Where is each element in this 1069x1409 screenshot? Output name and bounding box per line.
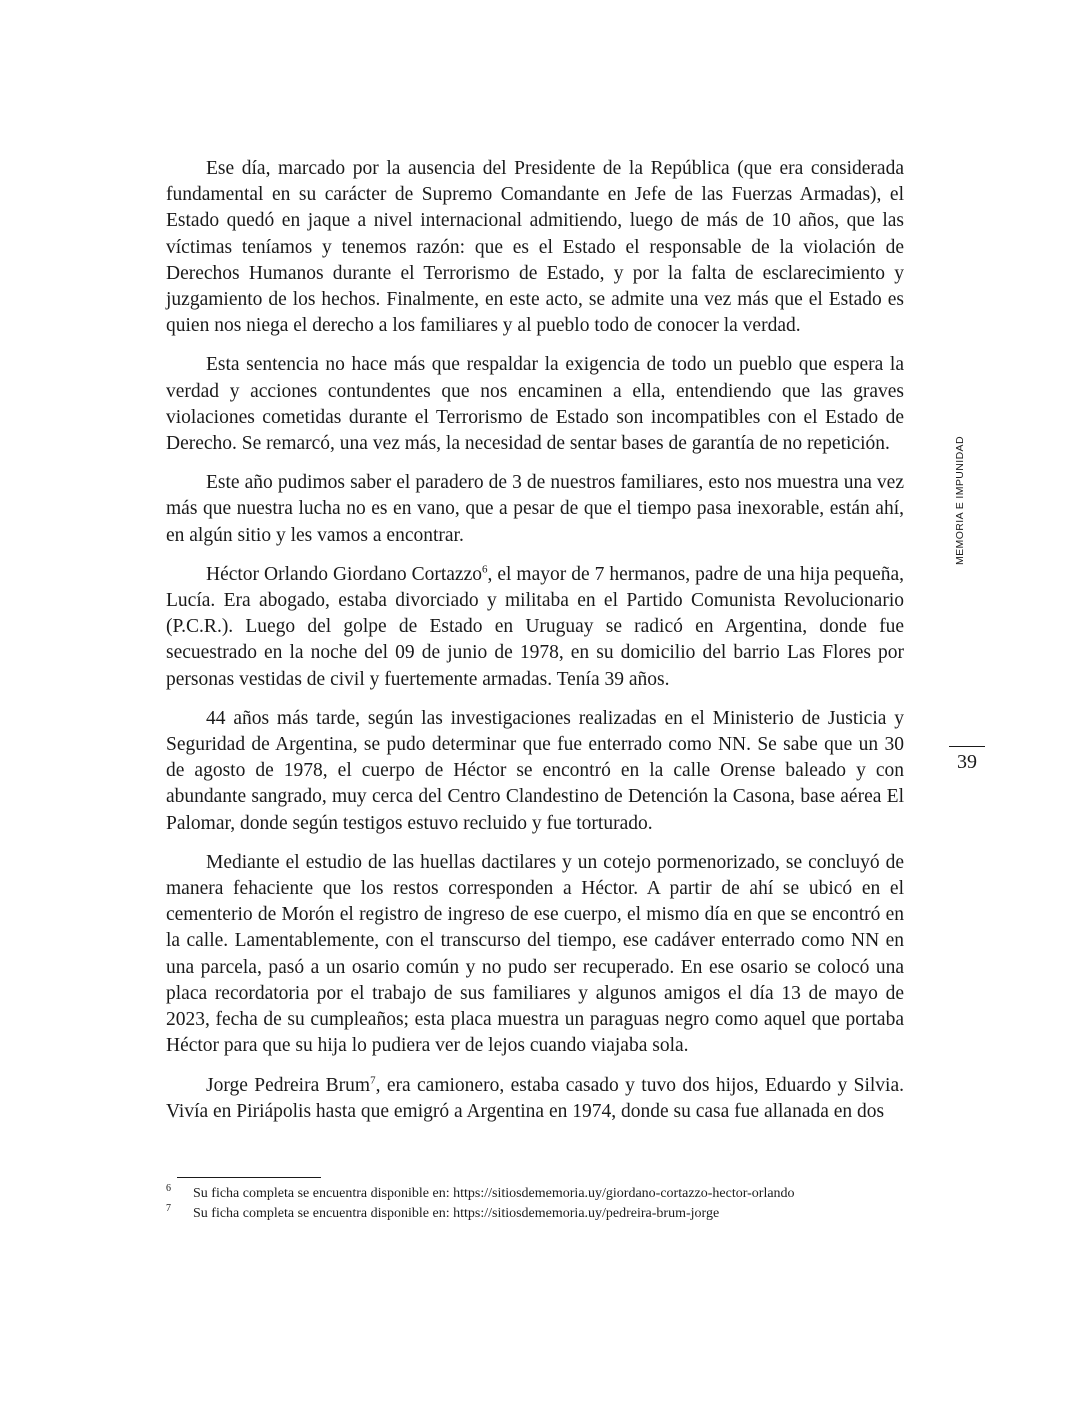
footnote-ref[interactable]: 7 [370, 1074, 376, 1086]
footnote-ref[interactable]: 6 [481, 563, 488, 576]
paragraph [166, 156, 904, 339]
footnotes [166, 1184, 904, 1224]
footnote-link[interactable]: https://sitiosdememoria.uy/giordano-cortazzo-hector-orlando [453, 1186, 795, 1201]
page-number: 39 [957, 751, 977, 773]
paragraph-text: 44 años más tarde, según las investigaciones realizadas en el Ministerio de Justicia y Seguridad de Argentina, se pudo determinar que fue enterrado como NN. Se sabe que un 30 de agosto de 1978, el cuerpo de Héctor se encontró en la calle Orense baleado y con abundante sangrado, muy cerca del Centro Clandestino de Detención la Casona, base aérea El Palomar, donde según testigos estuvo recluido y fue torturado. [166, 707, 904, 834]
footnote-prefix: Su ficha completa se encuentra disponible en: [193, 1206, 454, 1221]
paragraph [166, 470, 904, 549]
footnote-prefix: Su ficha completa se encuentra disponible en: [193, 1186, 454, 1201]
footnote-link[interactable]: https://sitiosdememoria.uy/pedreira-brum-jorge [453, 1206, 720, 1221]
footnote-text [166, 1184, 904, 1204]
paragraph [166, 1073, 904, 1125]
paragraph [166, 850, 904, 1060]
footnote [166, 1184, 904, 1204]
footnote-separator [177, 1177, 321, 1178]
paragraph-lead: Héctor Orlando Giordano Cortazzo [206, 563, 482, 585]
paragraph-text: , era camionero, estaba casado y tuvo dos hijos, Eduardo y Silvia. Vivía en Piriápolis hasta que emigró a Argentina en 1974, donde su casa fue allanada en dos [166, 1074, 904, 1122]
paragraph [166, 706, 904, 837]
paragraph-text: , el mayor de 7 hermanos, padre de una hija pequeña, Lucía. Era abogado, estaba divorciado y militaba en el Partido Comunista Revolucionario (P.C.R.). Luego del golpe de Estado en Uruguay se radicó en Argentina, donde fue secuestrado en la noche del 09 de junio de 1978, en su domicilio del barrio Las Flores por personas vestidas de civil y fuertemente armadas. Tenía 39 años. [166, 563, 904, 690]
paragraph-lead: Jorge Pedreira Brum [206, 1074, 371, 1096]
running-header-vertical: MEMORIA E IMPUNIDAD [954, 436, 966, 565]
paragraph [166, 352, 904, 457]
paragraph-text: Mediante el estudio de las huellas dactilares y un cotejo pormenorizado, se concluyó de manera fehaciente que los restos corresponden a Héctor. A partir de ahí se ubicó en el cementerio de Morón el registro de ingreso de ese cuerpo, el mismo día en que se encontró en la calle. Lamentablemente, con el transcurso del tiempo, ese cadáver enterrado como NN en una parcela, pasó a un osario común y no pudo ser recuperado. En ese osario se colocó una placa recordatoria por el trabajo de sus familiares y algunos amigos el día 13 de mayo de 2023, fecha de su cumpleaños; esta placa muestra un paraguas negro como aquel que portaba Héctor para que su hija lo pudiera ver de lejos cuando viajaba sola. [166, 851, 904, 1057]
footnote [166, 1204, 904, 1224]
paragraph-text: Ese día, marcado por la ausencia del Presidente de la República (que era considerada fundamental en su carácter de Supremo Comandante en Jefe de las Fuerzas Armadas), el Estado quedó en jaque a nivel internacional admitiendo, luego de más de 10 años, que las víctimas teníamos y tenemos razón: que es el Estado el responsable de la violación de Derechos Humanos durante el Terrorismo de Estado, y por la falta de esclarecimiento y juzgamiento de los hechos. Finalmente, en este acto, se admite una vez más que el Estado es quien nos niega el derecho a los familiares y al pueblo todo de conocer la verdad. [166, 158, 904, 337]
paragraph-text: Esta sentencia no hace más que respaldar la exigencia de todo un pueblo que espera la verdad y acciones contundentes que nos encaminen a ella, entendiendo que las graves violaciones cometidas durante el Terrorismo de Estado son incompatibles con el Estado de Derecho. Se remarcó, una vez más, la necesidad de sentar bases de garantía de no repetición. [166, 354, 904, 455]
body-text [166, 156, 904, 1138]
footnote-number: 7 [166, 1203, 171, 1214]
page-number-rule [949, 746, 985, 747]
footnote-text [166, 1204, 904, 1224]
paragraph-text: Este año pudimos saber el paradero de 3 de nuestros familiares, esto nos muestra una vez más que nuestra lucha no es en vano, que a pesar de que el tiempo pasa inexorable, están ahí, en algún sitio y les vamos a encontrar. [166, 472, 904, 546]
footnote-number: 6 [166, 1183, 171, 1194]
paragraph [166, 562, 904, 693]
